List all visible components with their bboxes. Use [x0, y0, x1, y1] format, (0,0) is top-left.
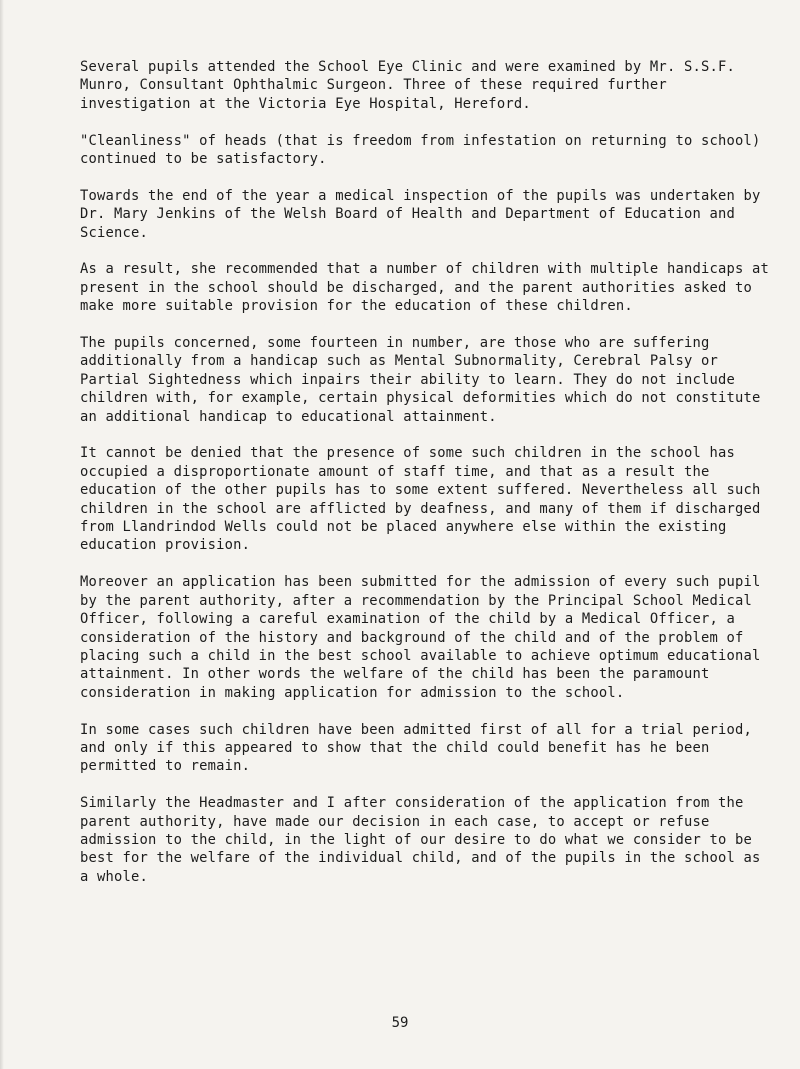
paragraph-cleanliness: "Cleanliness" of heads (that is freedom from infestation on returning to school) continued to be satisfactory. — [80, 132, 770, 168]
paragraph-pupils-concerned: The pupils concerned, some fourteen in number, are those who are suffering additionally from a handicap such as Mental Subnormality, Cerebral Palsy or Partial Sightedness which inpairs their ability to learn. They do not include children with, for example, certain physical deformities which do not constitute an additional handicap to educational attainment. — [80, 335, 770, 425]
paragraph-application: Moreover an application has been submitted for the admission of every such pupil by the parent authority, after a recommendation by the Principal School Medical Officer, following a careful examination of the child by a Medical Officer, a consideration of the history and background of the child and of the problem of placing such a child in the best school available to achieve optimum educational attainment. In other words the welfare of the child has been the paramount consideration in making application for admission to the school. — [80, 574, 770, 701]
paragraph-medical-inspection: Towards the end of the year a medical inspection of the pupils was undertaken by Dr. Mary Jenkins of the Welsh Board of Health and Department of Education and Science. — [80, 187, 770, 241]
paragraph-eye-clinic: Several pupils attended the School Eye Clinic and were examined by Mr. S.S.F. Munro, Consultant Ophthalmic Surgeon. Three of these required further investigation at the Victoria Eye Hospital, Hereford. — [80, 59, 744, 112]
page-edge — [0, 0, 4, 1069]
paragraph-staff-time: It cannot be denied that the presence of some such children in the school has occupied a disproportionate amount of staff time, and that as a result the education of the other pupils has to some extent suffered. Nevertheless all such children in the school are afflicted by deafness, and many of them if discharged from Llandrindod Wells could not be placed anywhere else within the existing education provision. — [80, 445, 770, 554]
page-number: 59 — [391, 1015, 409, 1031]
paragraph-trial-period: In some cases such children have been admitted first of all for a trial period, and only if this appeared to show that the child could benefit has he been permitted to remain. — [80, 721, 761, 775]
paragraph-headmaster-decision: Similarly the Headmaster and I after consideration of the application from the parent authority, have made our decision in each case, to accept or refuse admission to the child, in the light of our desire to do what we consider to be best for the welfare of the individual child, and of the pupils in the school as a whole. — [80, 795, 770, 885]
body-text — [80, 58, 778, 905]
paragraph-recommendation: As a result, she recommended that a number of children with multiple handicaps at present in the school should be discharged, and the parent authorities asked to make more suitable provision for the education of these children. — [80, 261, 778, 315]
